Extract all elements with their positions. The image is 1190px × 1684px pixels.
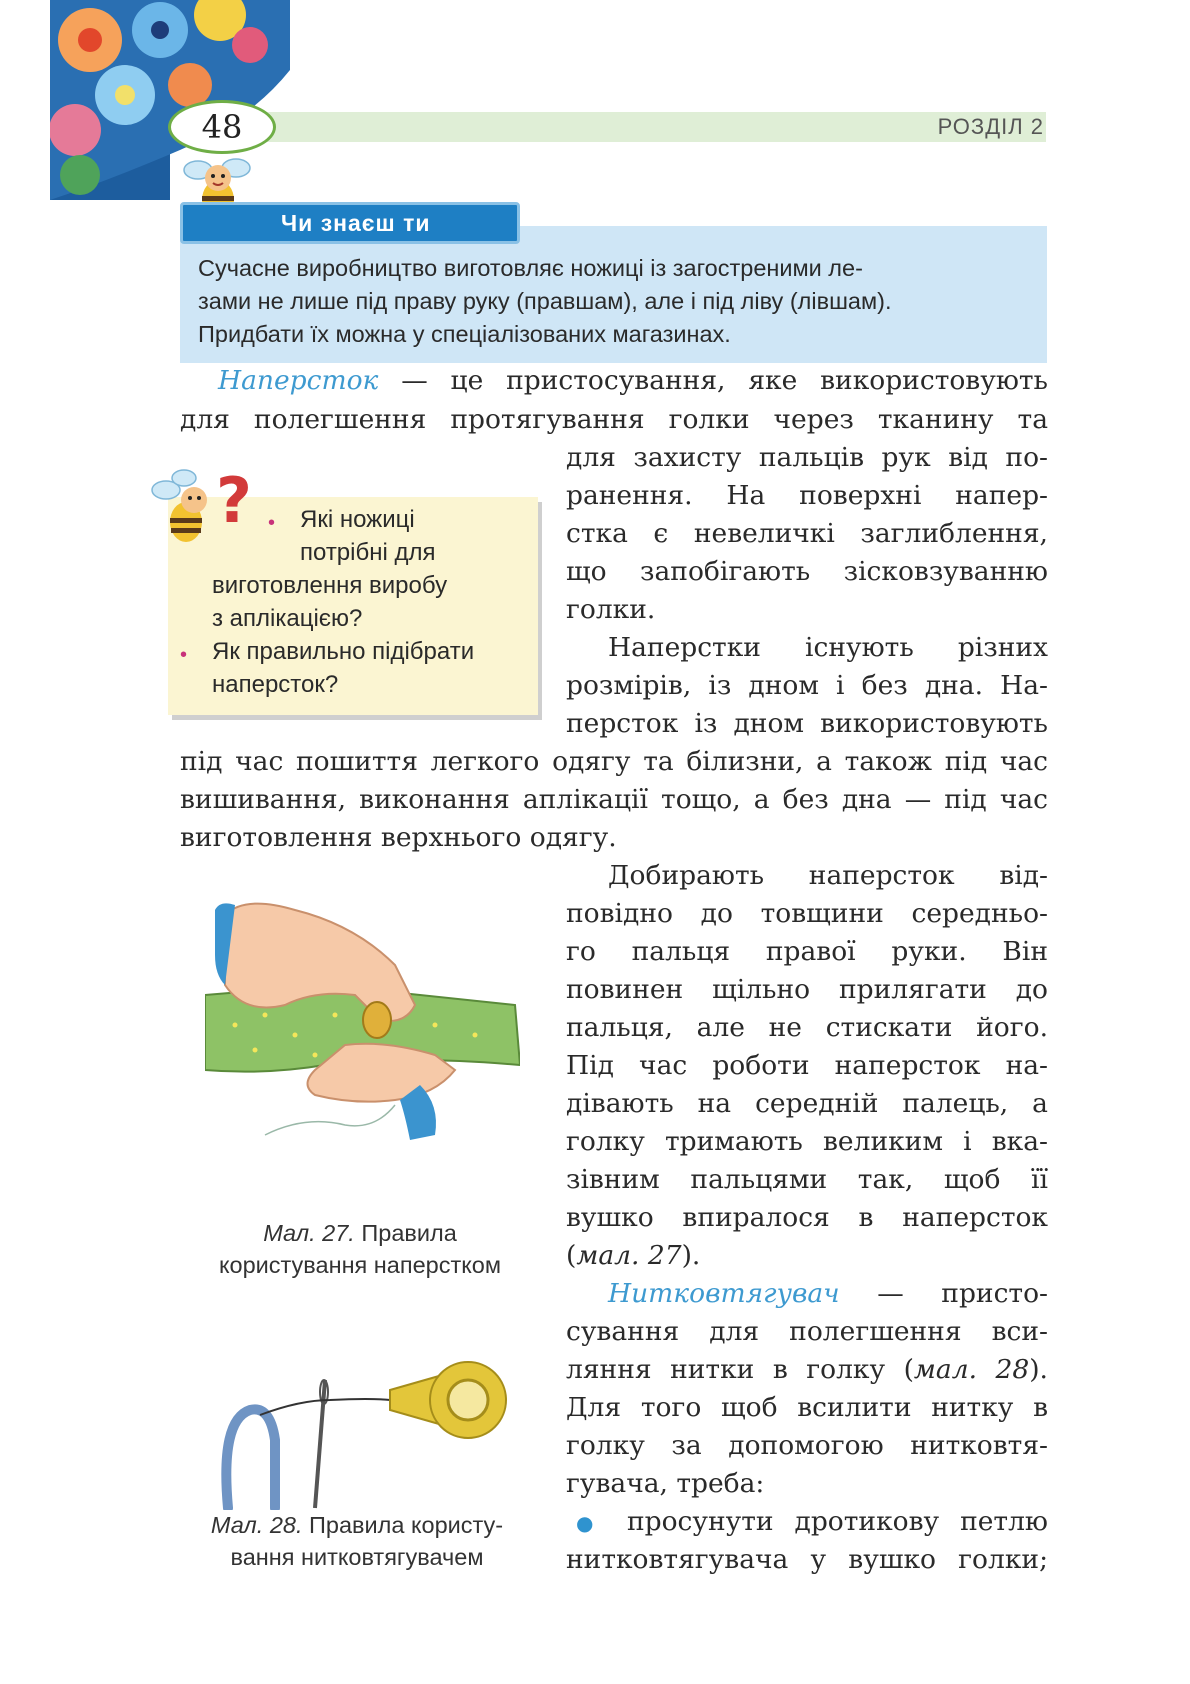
text-line: зівним пальцями так, щоб її [566, 1164, 1048, 1195]
question-line: Які ножиці [300, 506, 415, 533]
bullet-line: ● просунути дротикову петлю [576, 1506, 1048, 1537]
chapter-label: РОЗДІЛ 2 [937, 114, 1044, 139]
text-line: Під час роботи наперсток на- [566, 1050, 1048, 1081]
page-number: 48 [168, 100, 276, 154]
text-line: гувача, треба: [566, 1468, 765, 1499]
figure-reference: мал. 27 [576, 1240, 682, 1271]
needle-threader-illustration [220, 1360, 520, 1510]
text-line: Для того щоб всилити нитку в [566, 1392, 1048, 1423]
question-line: Як правильно підібрати [212, 638, 475, 665]
text-line: Добирають наперсток від- [608, 860, 1048, 891]
figure-reference: мал. 28 [913, 1354, 1030, 1385]
question-bullet [180, 638, 187, 672]
question-line: потрібні для [300, 539, 436, 566]
question-bullet [268, 506, 275, 540]
text-line: ранення. На поверхні напер- [566, 480, 1048, 511]
text-line: під час пошиття легкого одягу та білизни, а також під час [180, 746, 1048, 777]
figure-caption: вання нитковтягувачем [230, 1544, 484, 1570]
header-bar [262, 112, 1046, 142]
text-line: (мал. 27). [566, 1240, 701, 1271]
text-line: вушко впиралося в наперсток [566, 1202, 1048, 1233]
did-you-know-line: Сучасне виробництво виготовляє ножиці із загостреними ле- [198, 255, 863, 281]
question-line: виготовлення виробу [212, 572, 448, 599]
figure-caption: Мал. 28. Правила користу- [210, 1512, 504, 1538]
did-you-know-title-text: Чи знаєш ти [281, 209, 431, 236]
bee-question-mark-icon [148, 462, 258, 554]
text-line: дівають на середній палець, а [566, 1088, 1048, 1119]
bullet-icon: ● [576, 1511, 606, 1535]
question-line: наперсток? [212, 671, 339, 698]
thimble-usage-illustration [205, 895, 520, 1195]
term-naperstok: Наперсток [218, 365, 379, 396]
text-line: Нитковтягувач — присто- [608, 1278, 1048, 1309]
did-you-know-line: Придбати їх можна у спеціалізованих магазинах. [198, 321, 731, 347]
svg-text:?: ? [216, 464, 252, 537]
text-line: стка є невеличкі заглиблення, [566, 518, 1048, 549]
text-line: Наперсток — це пристосування, яке використовують [218, 365, 1048, 396]
text-line: персток із дном використовують [566, 708, 1048, 739]
text-line: для полегшення протягування голки через тканину та [180, 404, 1048, 435]
figure-caption: користування наперстком [218, 1252, 502, 1278]
did-you-know-line: зами не лише під праву руку (правшам), але і під ліву (лівшам). [198, 288, 892, 314]
did-you-know-box [180, 226, 1047, 363]
figure-caption: Мал. 27. Правила [263, 1220, 457, 1246]
question-line: з аплікацією? [212, 605, 363, 632]
text-line: повинен щільно прилягати до [566, 974, 1048, 1005]
text-line: виготовлення верхнього одягу. [180, 822, 617, 853]
text-line: розмірів, із дном і без дна. На- [566, 670, 1048, 701]
text-line: вишивання, виконання аплікації тощо, а без дна — під час [180, 784, 1048, 815]
did-you-know-title [180, 202, 520, 244]
text-line: голку за допомогою нитковтя- [566, 1430, 1048, 1461]
text-line: голку тримають великим і вка- [566, 1126, 1048, 1157]
term-nytkovtyahuvach: Нитковтягувач [608, 1278, 840, 1309]
text-line: сування для полегшення вси- [566, 1316, 1048, 1347]
text-line: Наперстки існують різних [608, 632, 1048, 663]
text-line: що запобігають зісковзуванню [566, 556, 1048, 587]
text-line: го пальця правої руки. Він [566, 936, 1048, 967]
text-line: пальця, але не стискати його. [566, 1012, 1048, 1043]
text-line: нитковтягувача у вушко голки; [566, 1544, 1048, 1575]
text-line: повідно до товщини середньо- [566, 898, 1048, 929]
text-line: голки. [566, 594, 656, 625]
text-line: для захисту пальців рук від по- [566, 442, 1048, 473]
bullet-icon: • [268, 512, 276, 534]
bullet-icon: • [180, 644, 188, 666]
text-line: ляння нитки в голку (мал. 28). [566, 1354, 1048, 1385]
